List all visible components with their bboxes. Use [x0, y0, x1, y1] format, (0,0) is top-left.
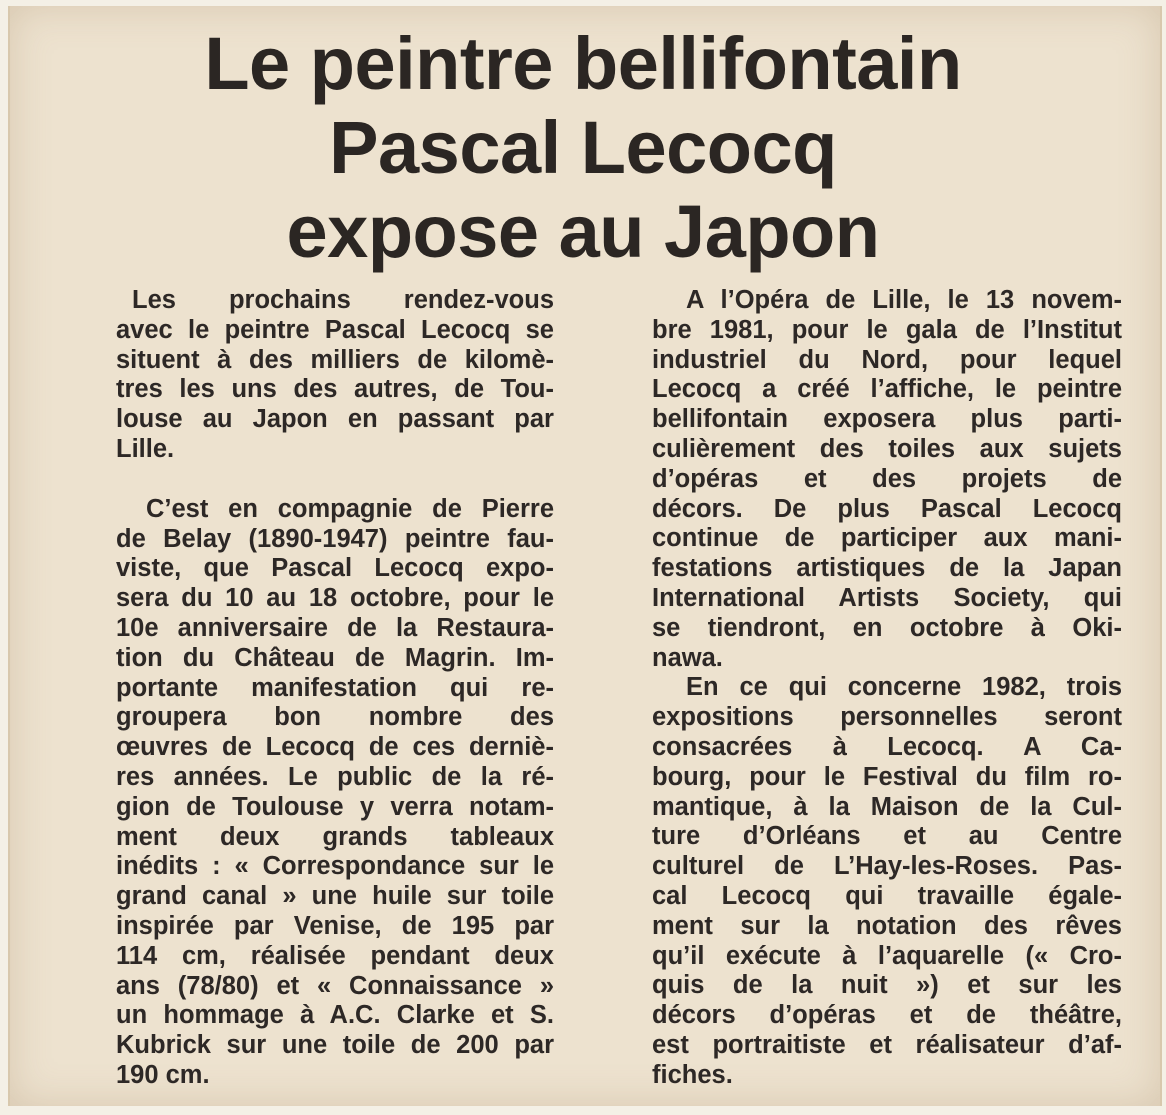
- text-line: Lille.: [116, 434, 175, 463]
- text-line: consacrées à Lecocq. A Ca-: [652, 732, 1122, 761]
- text-line: res années. Le public de la ré-: [116, 762, 554, 791]
- text-line: ture d’Orléans et au Centre: [652, 822, 1122, 851]
- text-line: festations artistiques de la Japan: [652, 554, 1122, 583]
- text-line: 190 cm.: [116, 1060, 210, 1089]
- text-line: A l’Opéra de Lille, le 13 novem-: [686, 286, 1122, 314]
- text-line: 114 cm, réalisée pendant deux: [116, 941, 554, 970]
- text-line: fiches.: [652, 1060, 733, 1089]
- text-line: culièrement des toiles aux sujets: [652, 434, 1122, 463]
- text-line: Kubrick sur une toile de 200 par: [116, 1031, 554, 1060]
- text-line: International Artists Society, qui: [652, 583, 1122, 612]
- text-line: gion de Toulouse y verra notam-: [116, 792, 554, 821]
- text-line: Lecocq a créé l’affiche, le peintre: [652, 375, 1122, 404]
- right-paragraph-1: [652, 286, 1122, 673]
- text-line: décors d’opéras et de théâtre,: [652, 1001, 1122, 1030]
- text-line: nawa.: [652, 643, 723, 672]
- text-line: louse au Japon en passant par: [116, 405, 554, 434]
- text-line: mantique, à la Maison de la Cul-: [652, 792, 1122, 821]
- text-line: décors. De plus Pascal Lecocq: [652, 494, 1122, 523]
- right-column: [652, 286, 1122, 1091]
- text-line: se tiendront, en octobre à Oki-: [652, 613, 1122, 642]
- text-line: portante manifestation qui re-: [116, 673, 554, 702]
- text-line: est portraitiste et réalisateur d’af-: [652, 1030, 1122, 1059]
- text-line: 10e anniversaire de la Restaura-: [116, 613, 554, 642]
- text-line: tion du Château de Magrin. Im-: [116, 643, 554, 672]
- text-line: tres les uns des autres, de Tou-: [116, 375, 554, 404]
- text-line: quis de la nuit ») et sur les: [652, 971, 1122, 1000]
- text-line: de Belay (1890-1947) peintre fau-: [116, 524, 554, 553]
- text-line: cal Lecocq qui travaille égale-: [652, 881, 1122, 910]
- text-line: bourg, pour le Festival du film ro-: [652, 762, 1122, 791]
- text-line: ans (78/80) et « Connaissance »: [116, 971, 554, 1000]
- text-line: un hommage à A.C. Clarke et S.: [116, 1001, 554, 1030]
- text-line: viste, que Pascal Lecocq expo-: [116, 554, 554, 583]
- text-line: industriel du Nord, pour lequel: [652, 345, 1122, 374]
- text-line: groupera bon nombre des: [116, 703, 554, 732]
- text-line: avec le peintre Pascal Lecocq se: [116, 315, 554, 344]
- headline-line: Pascal Lecocq: [329, 106, 837, 189]
- left-paragraph-1-cont: [116, 316, 554, 465]
- left-column: [116, 286, 554, 1091]
- headline: [0, 22, 1166, 274]
- text-line: continue de participer aux mani-: [652, 524, 1122, 553]
- text-line: situent à des milliers de kilomè-: [116, 345, 554, 374]
- text-line: inspirée par Venise, de 195 par: [116, 911, 554, 940]
- headline-line: expose au Japon: [286, 190, 880, 273]
- left-paragraph-1: [116, 286, 554, 316]
- text-line: qu’il exécute à l’aquarelle (« Cro-: [652, 941, 1122, 970]
- headline-line: Le peintre bellifontain: [204, 22, 962, 105]
- text-line: sera du 10 au 18 octobre, pour le: [116, 584, 554, 613]
- text-line: Les prochains rendez-vous: [132, 286, 554, 314]
- text-line: ment sur la notation des rêves: [652, 911, 1122, 940]
- text-line: expositions personnelles seront: [652, 703, 1122, 732]
- text-line: d’opéras et des projets de: [652, 464, 1122, 493]
- text-line: bre 1981, pour le gala de l’Institut: [652, 315, 1122, 344]
- text-line: C’est en compagnie de Pierre: [146, 494, 554, 523]
- right-paragraph-2: [652, 673, 1122, 1090]
- text-line: inédits : « Correspondance sur le: [116, 852, 554, 881]
- text-line: bellifontain exposera plus parti-: [652, 405, 1122, 434]
- text-line: culturel de L’Hay-les-Roses. Pas-: [652, 852, 1122, 881]
- text-line: En ce qui concerne 1982, trois: [686, 673, 1122, 702]
- left-paragraph-2: [116, 495, 554, 1091]
- text-line: grand canal » une huile sur toile: [116, 882, 554, 911]
- text-line: œuvres de Lecocq de ces derniè-: [116, 733, 554, 762]
- text-line: ment deux grands tableaux: [116, 822, 554, 851]
